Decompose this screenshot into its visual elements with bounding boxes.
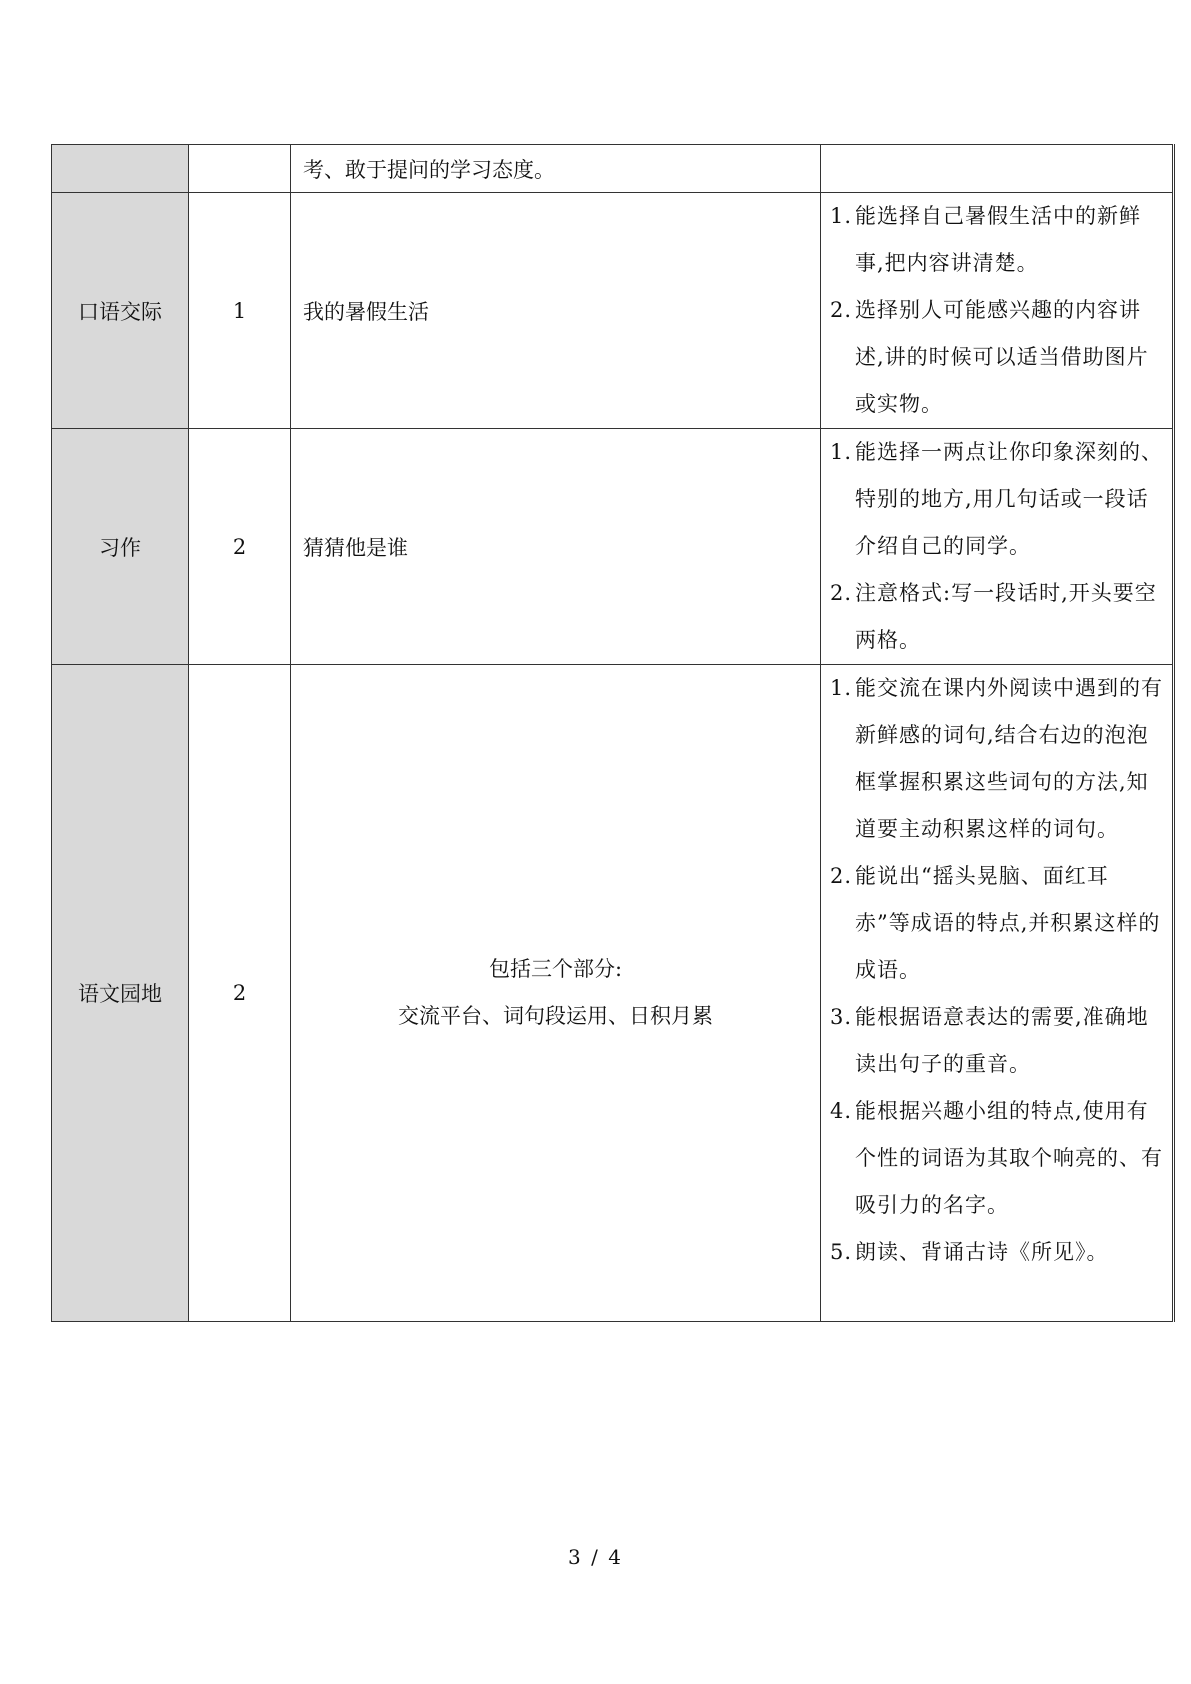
goals-cell: [821, 193, 1174, 429]
goal-item: [830, 994, 1164, 1088]
goal-number: 1.: [830, 204, 853, 228]
content-line: 交流平台、词句段运用、日积月累: [398, 1004, 713, 1028]
goal-text: 能根据语意表达的需要,准确地读出句子的重音。: [855, 1005, 1149, 1076]
table-row: [52, 193, 1174, 429]
goal-number: 1.: [830, 676, 853, 700]
goal-text: 朗读、背诵古诗《所见》。: [855, 1240, 1109, 1264]
category-cell: 语文园地: [52, 665, 189, 1322]
goal-text: 能说出“摇头晃脑、面红耳赤”等成语的特点,并积累这样的成语。: [855, 864, 1161, 982]
goal-text: 能交流在课内外阅读中遇到的有新鲜感的词句,结合右边的泡泡框掌握积累这些词句的方法,知道要主动积累这样的词句。: [855, 676, 1163, 841]
category-cell: 习作: [52, 429, 189, 665]
goal-item: [830, 1088, 1164, 1229]
content-cell: [291, 665, 821, 1322]
goal-text: 能选择自己暑假生活中的新鲜事,把内容讲清楚。: [855, 204, 1141, 275]
table-row: [52, 145, 1174, 193]
goals-cell: [821, 665, 1174, 1322]
category-cell: [52, 145, 189, 193]
goal-item: [830, 570, 1164, 664]
goal-item: [830, 287, 1164, 428]
goal-list: [830, 193, 1164, 428]
goal-item: [830, 1229, 1164, 1276]
goal-number: 5.: [830, 1240, 853, 1264]
content-cell: 猜猜他是谁: [291, 429, 821, 665]
goal-item: [830, 429, 1164, 570]
periods-cell: 2: [189, 429, 291, 665]
goal-item: [830, 853, 1164, 994]
content-cell: 考、敢于提问的学习态度。: [291, 145, 821, 193]
periods-cell: 1: [189, 193, 291, 429]
goal-text: 能选择一两点让你印象深刻的、特别的地方,用几句话或一段话介绍自己的同学。: [855, 440, 1163, 558]
goal-text: 注意格式:写一段话时,开头要空两格。: [855, 581, 1157, 652]
goal-item: [830, 665, 1164, 853]
content-cell: 我的暑假生活: [291, 193, 821, 429]
table-row: [52, 665, 1174, 1322]
goals-cell: [821, 429, 1174, 665]
goals-cell: [821, 145, 1174, 193]
periods-cell: [189, 145, 291, 193]
goal-item: [830, 193, 1164, 287]
goal-number: 2.: [830, 298, 853, 322]
goal-number: 1.: [830, 440, 853, 464]
category-cell: 口语交际: [52, 193, 189, 429]
goal-number: 2.: [830, 581, 853, 605]
goal-number: 4.: [830, 1099, 853, 1123]
goal-number: 2.: [830, 864, 853, 888]
goal-list: [830, 429, 1164, 664]
goal-text: 能根据兴趣小组的特点,使用有个性的词语为其取个响亮的、有吸引力的名字。: [855, 1099, 1163, 1217]
goal-number: 3.: [830, 1005, 853, 1029]
curriculum-table: [51, 144, 1175, 1322]
content-line: 包括三个部分:: [488, 957, 623, 981]
goal-text: 选择别人可能感兴趣的内容讲述,讲的时候可以适当借助图片或实物。: [855, 298, 1149, 416]
periods-cell: 2: [189, 665, 291, 1322]
table-row: [52, 429, 1174, 665]
goal-list: [830, 665, 1164, 1276]
page-number: 3 / 4: [568, 1545, 623, 1569]
